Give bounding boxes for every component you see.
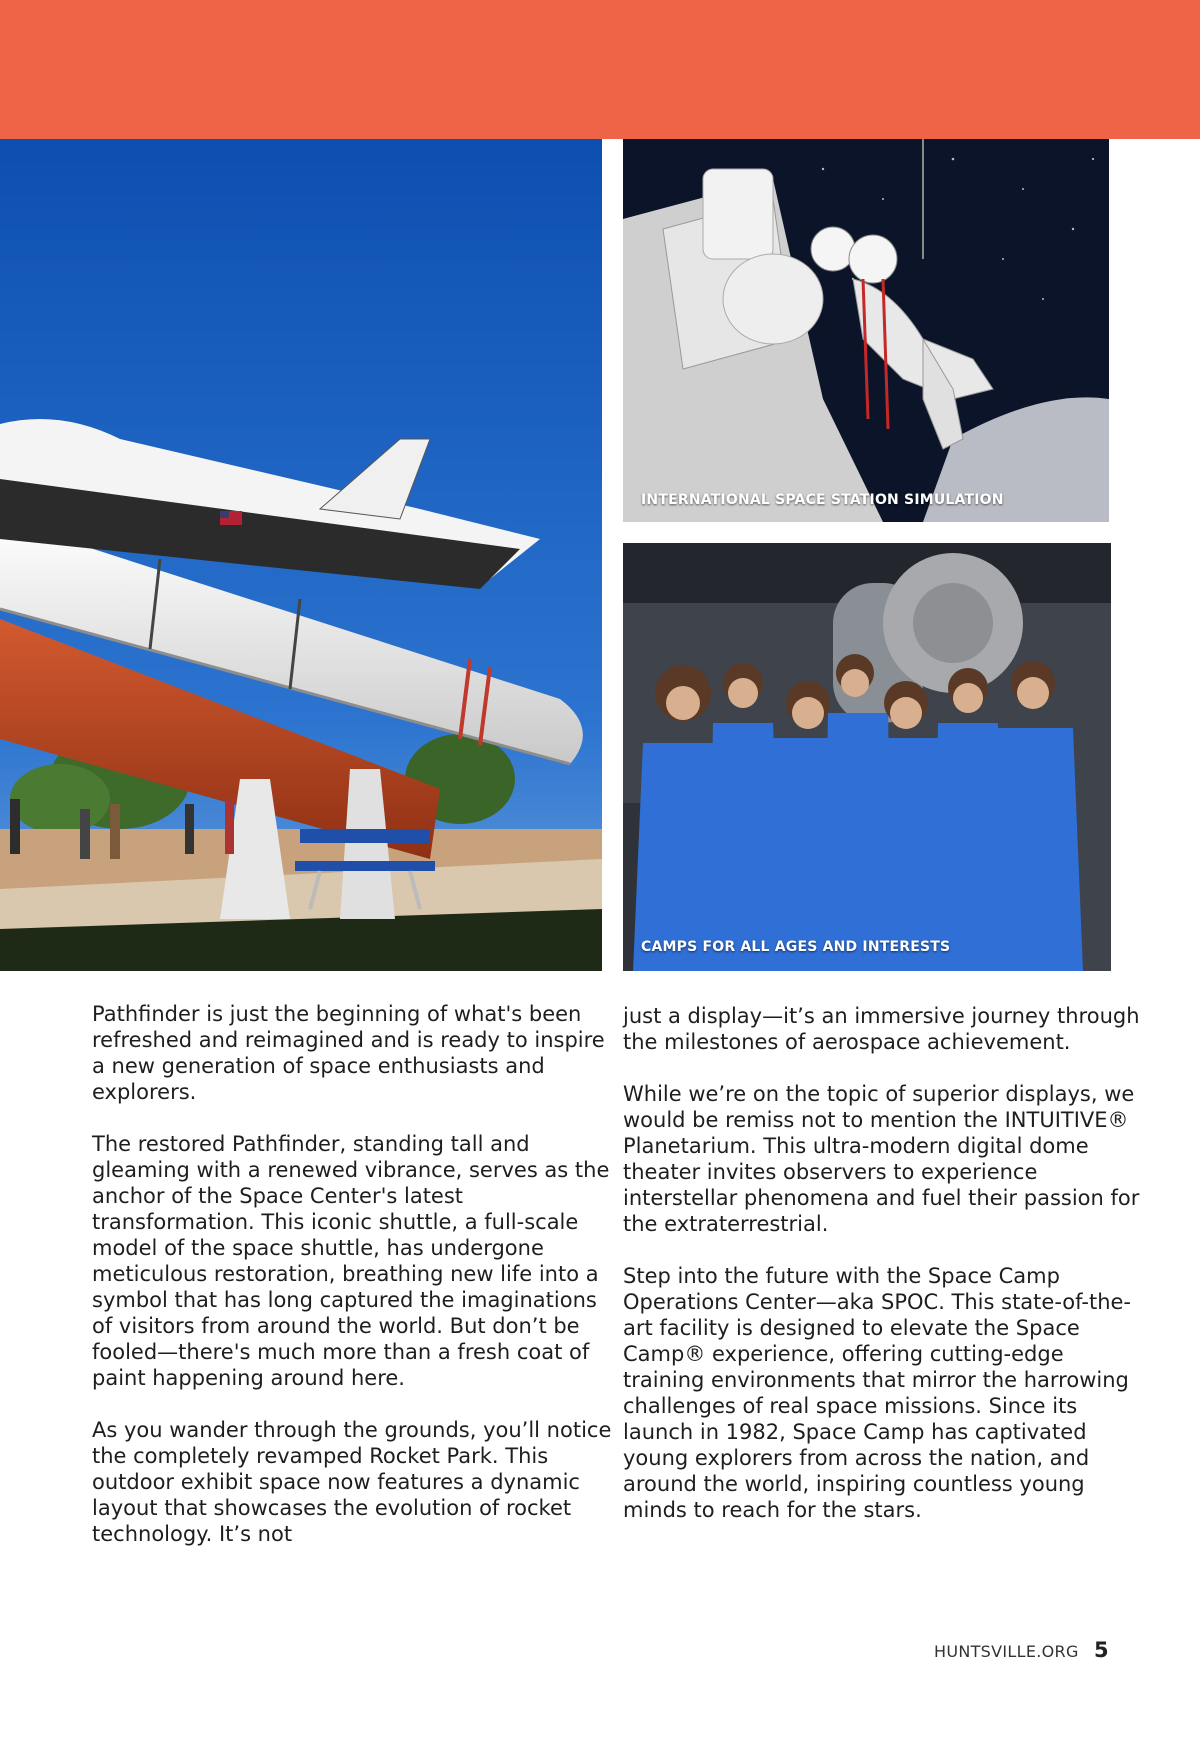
article-column-left [92, 1001, 612, 1573]
iss-simulation-photo [623, 139, 1109, 522]
iss-photo-caption: INTERNATIONAL SPACE STATION SIMULATION [641, 492, 1004, 508]
article-column-right [623, 1003, 1143, 1549]
article-paragraph: As you wander through the grounds, you’ll notice the completely revamped Rocket Park. This outdoor exhibit space now features a dynamic layout that showcases the evolution of rocket technology. It’s not [92, 1418, 612, 1546]
article-paragraph: just a display—it’s an immersive journey through the milestones of aerospace achievement. [623, 1004, 1140, 1054]
space-camp-group-photo [623, 543, 1111, 971]
header-color-band [0, 0, 1200, 139]
shuttle-photo [0, 139, 602, 971]
article-paragraph: While we’re on the topic of superior displays, we would be remiss not to mention the INTUITIVE® Planetarium. This ultra-modern digital dome theater invites observers to experience interstellar phenomena and fuel their passion for the extraterrestrial. [623, 1082, 1140, 1236]
article-paragraph: Step into the future with the Space Camp Operations Center—aka SPOC. This state-of-the-art facility is designed to elevate the Space Camp® experience, offering cutting-edge training environments that mirror the harrowing challenges of real space missions. Since its launch in 1982, Space Camp has captivated young explorers from across the nation, and around the world, inspiring countless young minds to reach for the stars. [623, 1264, 1132, 1522]
page-number: 5 [1094, 1638, 1109, 1662]
footer-site-url: HUNTSVILLE.ORG [934, 1642, 1079, 1661]
camp-photo-caption: CAMPS FOR ALL AGES AND INTERESTS [641, 939, 951, 955]
article-paragraph: The restored Pathfinder, standing tall and gleaming with a renewed vibrance, serves as the anchor of the Space Center's latest transformation. This iconic shuttle, a full-scale model of the space shuttle, has undergone meticulous restoration, breathing new life into a symbol that has long captured the imaginations of visitors from around the world. But don’t be fooled—there's much more than a fresh coat of paint happening around here. [92, 1132, 610, 1390]
article-paragraph: Pathfinder is just the beginning of what's been refreshed and reimagined and is ready to inspire a new generation of space enthusiasts and explorers. [92, 1002, 605, 1104]
